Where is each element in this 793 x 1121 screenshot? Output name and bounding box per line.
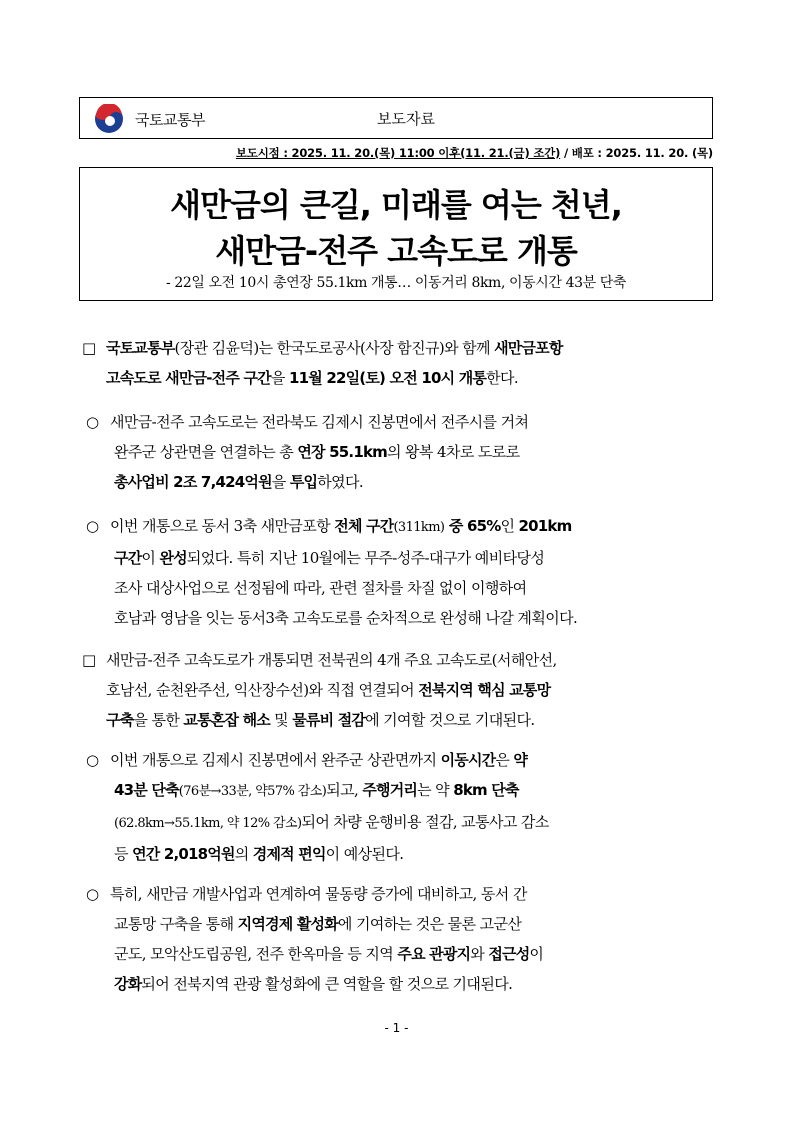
emphasis-text: 접근성 (488, 945, 530, 963)
emphasis-text: 총사업비 2조 7,424억원 (114, 473, 272, 491)
emphasis-text: 구축 (106, 711, 134, 729)
header-box (79, 97, 713, 139)
emphasis-text: 43분 단축 (114, 781, 179, 799)
emphasis-text: 연장 55.1km (297, 443, 387, 461)
doc-type-label: 보도자료 (377, 110, 435, 128)
body-text: 을 통한 (133, 711, 184, 729)
release-info (236, 145, 713, 161)
circle-bullet-icon: ○ (86, 413, 99, 431)
circle-bullet-icon: ○ (86, 885, 99, 903)
body-text: 등 (114, 845, 133, 863)
body-text: 이 (529, 945, 544, 963)
paragraph-line (86, 437, 528, 467)
body-text: 의 (234, 845, 253, 863)
emphasis-text: 중 65% (444, 517, 501, 535)
page-number: - 1 - (384, 1021, 409, 1035)
ministry-name: 국토교통부 (135, 111, 205, 129)
title-box (79, 167, 713, 301)
emphasis-text: 전북지역 핵심 교통망 (418, 681, 551, 699)
body-text: (62.8km→55.1km, 약 12% 감소) (114, 816, 302, 831)
paragraph-2 (86, 407, 528, 497)
body-text: 호남과 영남을 잇는 동서3축 고속도로를 순차적으로 완성해 나갈 계획이다. (114, 609, 578, 627)
paragraph-line (86, 909, 543, 939)
paragraph-line (86, 573, 577, 603)
paragraph-line (86, 603, 577, 633)
emphasis-text: 전체 구간 (334, 517, 394, 535)
distribution-date: / 배포 : 2025. 11. 20. (목) (560, 146, 713, 160)
paragraph-line (86, 807, 549, 839)
paragraph-5 (86, 745, 549, 869)
emphasis-text: 이동시간 (440, 751, 496, 769)
paragraph-line (86, 969, 543, 999)
body-text: 되었다. 특히 지난 10월에는 무주-성주-대구가 예비타당성 (186, 549, 545, 567)
paragraph-1 (82, 333, 563, 393)
body-text: 의 왕복 4차로 도로로 (386, 443, 520, 461)
emphasis-text: 연간 2,018억원 (132, 845, 235, 863)
headline-line-1: 새만금의 큰길, 미래를 여는 천년, (170, 186, 622, 224)
subtitle: - 22일 오전 10시 총연장 55.1km 개통… 이동거리 8km, 이동시간 43분 단축 (165, 275, 627, 291)
body-text: 호남선, 순천완주선, 익산장수선)와 직접 연결되어 (106, 681, 419, 699)
paragraph-line (86, 511, 577, 543)
headline-line-2: 새만금-전주 고속도로 개통 (215, 232, 577, 270)
paragraph-line (86, 839, 549, 869)
body-text: 조사 대상사업으로 선정됨에 따라, 관련 절차를 차질 없이 이행하여 (114, 579, 527, 597)
emphasis-text: 약 (513, 751, 528, 769)
emphasis-text: 11월 22일(토) 오전 10시 개통 (288, 369, 487, 387)
body-text: 새만금-전주 고속도로가 개통되면 전북권의 4개 주요 고속도로(서해안선, (106, 651, 557, 669)
emphasis-text: 주행거리 (362, 781, 418, 799)
emphasis-text: 주요 관광지 (397, 945, 471, 963)
body-text: 되어 전북지역 관광 활성화에 큰 역할을 할 것으로 기대된다. (141, 975, 513, 993)
paragraph-line (86, 775, 549, 807)
paragraph-line (82, 705, 557, 735)
body-text: 및 (269, 711, 293, 729)
emphasis-text: 새만금포항 (494, 339, 563, 357)
emphasis-text: 201km (518, 517, 572, 535)
paragraph-line (86, 939, 543, 969)
paragraph-line (86, 745, 549, 775)
release-time: 보도시점 : 2025. 11. 20.(목) 11:00 이후(11. 21.(금) 조간) (235, 146, 561, 160)
body-text: 군도, 모악산도립공원, 전주 한옥마을 등 지역 (114, 945, 398, 963)
body-text: 되어 차량 운행비용 절감, 교통사고 감소 (301, 813, 549, 831)
body-text: 이번 개통으로 동서 3축 새만금포항 (110, 517, 335, 535)
emphasis-text: 교통혼잡 해소 (183, 711, 270, 729)
paragraph-line (86, 543, 577, 573)
emphasis-text: 물류비 절감 (292, 711, 366, 729)
body-text: 에 기여하는 것은 물론 고군산 (337, 915, 522, 933)
emphasis-text: 강화 (114, 975, 142, 993)
checkbox-bullet-icon: □ (82, 651, 96, 669)
body-text: 와 (470, 945, 489, 963)
body-text: 되고, (326, 781, 363, 799)
body-text: 한다. (486, 369, 519, 387)
body-text: 을 (271, 473, 290, 491)
checkbox-bullet-icon: □ (82, 339, 96, 357)
paragraph-6 (86, 879, 543, 999)
paragraph-line (82, 363, 563, 393)
body-text: 은 (495, 751, 514, 769)
circle-bullet-icon: ○ (86, 517, 99, 535)
body-text: (76분→33분, 약57% 감소) (178, 784, 327, 799)
body-text: 이번 개통으로 김제시 진봉면에서 완주군 상관면까지 (110, 751, 441, 769)
paragraph-line (86, 407, 528, 437)
emphasis-text: 구간 (114, 549, 142, 567)
body-text: 완주군 상관면을 연결하는 총 (114, 443, 298, 461)
body-text: 새만금-전주 고속도로는 전라북도 김제시 진봉면에서 전주시를 거쳐 (110, 413, 529, 431)
paragraph-line (86, 467, 528, 497)
body-text: 교통망 구축을 통해 (114, 915, 238, 933)
body-text: 하였다. (317, 473, 364, 491)
body-text: 을 (270, 369, 289, 387)
paragraph-line (86, 879, 543, 909)
body-text: 이 예상된다. (325, 845, 404, 863)
body-text: 인 (500, 517, 519, 535)
emphasis-text: 지역경제 활성화 (237, 915, 338, 933)
body-text: (장관 김윤덕)는 한국도로공사(사장 함진규)와 함께 (174, 339, 495, 357)
paragraph-4 (82, 645, 557, 735)
emphasis-text: 완성 (159, 549, 187, 567)
emphasis-text: 국토교통부 (106, 339, 175, 357)
body-text: 특히, 새만금 개발사업과 연계하여 물동량 증가에 대비하고, 동서 간 (110, 885, 527, 903)
paragraph-line (82, 645, 557, 675)
body-text: 이 (141, 549, 160, 567)
paragraph-line (82, 333, 563, 363)
body-text: (311km) (393, 520, 445, 535)
paragraph-line (82, 675, 557, 705)
emphasis-text: 경제적 편익 (252, 845, 326, 863)
paragraph-3 (86, 511, 577, 633)
emphasis-text: 고속도로 새만금-전주 구간 (106, 369, 271, 387)
emphasis-text: 8km 단축 (453, 781, 519, 799)
body-text: 는 약 (417, 781, 454, 799)
emphasis-text: 투입 (289, 473, 318, 491)
circle-bullet-icon: ○ (86, 751, 99, 769)
body-text: 에 기여할 것으로 기대된다. (365, 711, 535, 729)
